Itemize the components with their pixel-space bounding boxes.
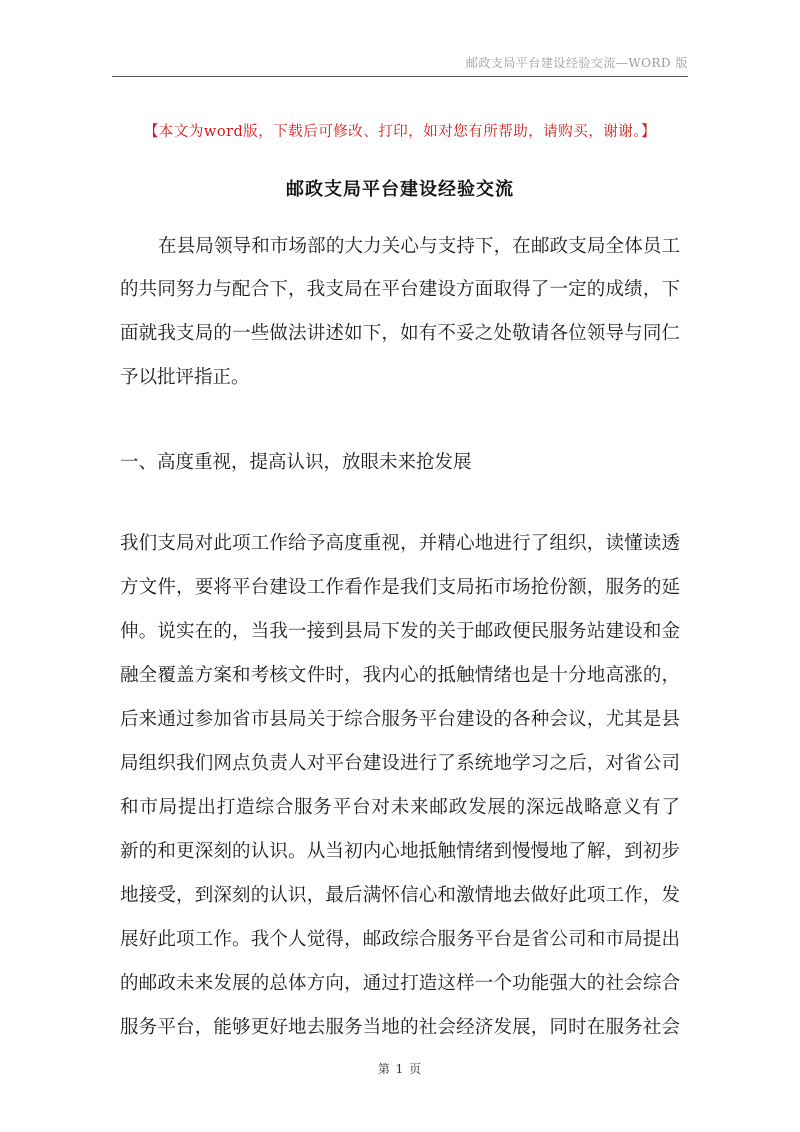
paragraph-line: 伸。说实在的，当我一接到县局下发的关于邮政便民服务站建设和金: [120, 621, 680, 642]
section-heading: 一、高度重视，提高认识，放眼未来抢发展: [120, 452, 472, 473]
header-divider: [112, 76, 688, 77]
paragraph-line: 方文件，要将平台建设工作看作是我们支局拓市场抢份额，服务的延: [120, 577, 680, 598]
page-number: 第 1 页: [377, 1062, 423, 1076]
document-title: 邮政支局平台建设经验交流: [286, 179, 514, 200]
paragraph-line: 服务平台，能够更好地去服务当地的社会经济发展，同时在服务社会: [120, 1017, 680, 1038]
paragraph-line: 后来通过参加省市县局关于综合服务平台建设的各种会议，尤其是县: [120, 709, 680, 730]
paragraph-line: 的邮政未来发展的总体方向，通过打造这样一个功能强大的社会综合: [120, 973, 680, 994]
running-header: 邮政支局平台建设经验交流—WORD 版: [465, 56, 688, 70]
paragraph-line: 在县局领导和市场部的大力关心与支持下，在邮政支局全体员工: [158, 236, 680, 257]
paragraph-line: 的共同努力与配合下，我支局在平台建设方面取得了一定的成绩，下: [120, 279, 680, 300]
paragraph-line: 予以批评指正。: [120, 367, 250, 388]
download-notice: 【本文为word版，下载后可修改、打印，如对您有所帮助，请购买，谢谢。】: [143, 124, 657, 140]
paragraph-line: 面就我支局的一些做法讲述如下，如有不妥之处敬请各位领导与同仁: [120, 323, 680, 344]
paragraph-line: 融全覆盖方案和考核文件时，我内心的抵触情绪也是十分地高涨的，: [120, 665, 680, 686]
paragraph-line: 地接受，到深刻的认识，最后满怀信心和激情地去做好此项工作，发: [120, 885, 680, 906]
paragraph-line: 新的和更深刻的认识。从当初内心地抵触情绪到慢慢地了解，到初步: [120, 841, 680, 862]
paragraph-line: 局组织我们网点负责人对平台建设进行了系统地学习之后，对省公司: [120, 753, 680, 774]
paragraph-line: 展好此项工作。我个人觉得，邮政综合服务平台是省公司和市局提出: [120, 929, 680, 950]
paragraph-line: 我们支局对此项工作给予高度重视，并精心地进行了组织，读懂读透: [120, 533, 680, 554]
paragraph-line: 和市局提出打造综合服务平台对未来邮政发展的深远战略意义有了: [120, 797, 680, 818]
